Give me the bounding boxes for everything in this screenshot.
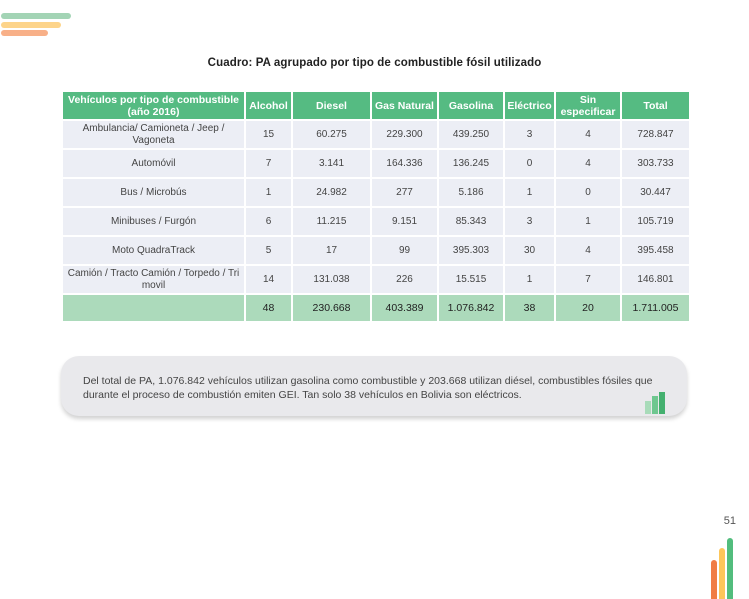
bar-chart-icon — [645, 392, 667, 414]
cell-sin-especificar: 1 — [555, 207, 621, 236]
cell-total: 146.801 — [621, 265, 690, 294]
table-row — [62, 265, 690, 294]
cell-total-alcohol: 48 — [245, 294, 292, 322]
cell-vehicle-type: Ambulancia/ Camioneta / Jeep / Vagoneta — [62, 120, 245, 149]
cell-vehicle-type: Bus / Microbús — [62, 178, 245, 207]
cell-gas-natural: 277 — [371, 178, 438, 207]
cell-diesel: 60.275 — [292, 120, 371, 149]
cell-sin-especificar: 7 — [555, 265, 621, 294]
cell-gas-natural: 164.336 — [371, 149, 438, 178]
cell-diesel: 17 — [292, 236, 371, 265]
summary-callout — [61, 356, 687, 416]
cell-diesel: 3.141 — [292, 149, 371, 178]
cell-gas-natural: 9.151 — [371, 207, 438, 236]
cell-alcohol: 15 — [245, 120, 292, 149]
stripe-green — [1, 13, 71, 19]
cell-sin-especificar: 0 — [555, 178, 621, 207]
cell-total-sin-especificar: 20 — [555, 294, 621, 322]
stripe-orange — [1, 30, 48, 36]
page-number: 51 — [723, 515, 736, 527]
cell-gasolina: 395.303 — [438, 236, 504, 265]
cell-vehicle-type: Moto QuadraTrack — [62, 236, 245, 265]
table-row — [62, 178, 690, 207]
cell-alcohol: 1 — [245, 178, 292, 207]
cell-gasolina: 439.250 — [438, 120, 504, 149]
table-row — [62, 236, 690, 265]
cell-gasolina: 15.515 — [438, 265, 504, 294]
stripe-yellow — [1, 22, 61, 28]
cell-grand-total: 1.711.005 — [621, 294, 690, 322]
cell-sin-especificar: 4 — [555, 120, 621, 149]
cell-electrico: 1 — [504, 265, 555, 294]
cell-diesel: 131.038 — [292, 265, 371, 294]
totals-row — [62, 294, 690, 322]
decorative-bars — [711, 538, 741, 599]
cell-gas-natural: 226 — [371, 265, 438, 294]
col-header-alcohol: Alcohol — [245, 91, 292, 120]
header-row — [62, 91, 690, 120]
cell-electrico: 0 — [504, 149, 555, 178]
col-header-gasolina: Gasolina — [438, 91, 504, 120]
cell-total-diesel: 230.668 — [292, 294, 371, 322]
cell-electrico: 3 — [504, 120, 555, 149]
cell-alcohol: 7 — [245, 149, 292, 178]
cell-sin-especificar: 4 — [555, 236, 621, 265]
cell-vehicle-type: Minibuses / Furgón — [62, 207, 245, 236]
bar-orange — [711, 560, 717, 599]
fuel-type-table — [61, 90, 691, 323]
bar-green — [727, 538, 733, 599]
table-row — [62, 120, 690, 149]
col-header-gas-natural: Gas Natural — [371, 91, 438, 120]
cell-alcohol: 6 — [245, 207, 292, 236]
cell-electrico: 1 — [504, 178, 555, 207]
col-header-vehicle-type: Vehículos por tipo de combustible (año 2016) — [62, 91, 245, 120]
table-row — [62, 149, 690, 178]
col-header-diesel: Diesel — [292, 91, 371, 120]
table-title: Cuadro: PA agrupado por tipo de combustible fósil utilizado — [207, 57, 542, 69]
cell-sin-especificar: 4 — [555, 149, 621, 178]
col-header-total: Total — [621, 91, 690, 120]
cell-total: 728.847 — [621, 120, 690, 149]
cell-diesel: 11.215 — [292, 207, 371, 236]
cell-totals-label — [62, 294, 245, 322]
cell-gas-natural: 229.300 — [371, 120, 438, 149]
cell-gasolina: 5.186 — [438, 178, 504, 207]
cell-total: 395.458 — [621, 236, 690, 265]
cell-alcohol: 5 — [245, 236, 292, 265]
cell-diesel: 24.982 — [292, 178, 371, 207]
cell-total-gas-natural: 403.389 — [371, 294, 438, 322]
cell-alcohol: 14 — [245, 265, 292, 294]
summary-text: Del total de PA, 1.076.842 vehículos utilizan gasolina como combustible y 203.668 utilizan diésel, combustibles fósiles que durante el proceso de combustión emiten GEI. Tan solo 38 vehículos en Bolivia son eléctricos. — [83, 375, 653, 401]
col-header-electrico: Eléctrico — [504, 91, 555, 120]
cell-total-electrico: 38 — [504, 294, 555, 322]
cell-total: 105.719 — [621, 207, 690, 236]
table-row — [62, 207, 690, 236]
cell-vehicle-type: Camión / Tracto Camión / Torpedo / Tri movil — [62, 265, 245, 294]
cell-total-gasolina: 1.076.842 — [438, 294, 504, 322]
cell-gasolina: 136.245 — [438, 149, 504, 178]
col-header-sin-especificar: Sin especificar — [555, 91, 621, 120]
cell-electrico: 30 — [504, 236, 555, 265]
cell-total: 30.447 — [621, 178, 690, 207]
cell-gasolina: 85.343 — [438, 207, 504, 236]
cell-vehicle-type: Automóvil — [62, 149, 245, 178]
cell-gas-natural: 99 — [371, 236, 438, 265]
bar-yellow — [719, 548, 725, 599]
cell-total: 303.733 — [621, 149, 690, 178]
cell-electrico: 3 — [504, 207, 555, 236]
